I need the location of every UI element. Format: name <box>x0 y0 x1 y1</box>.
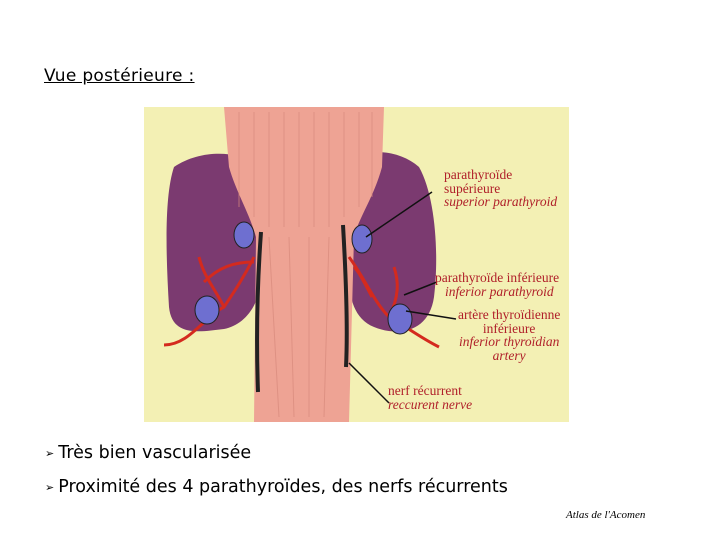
left-superior-parathyroid <box>234 222 254 248</box>
label-sup-en: superior parathyroid <box>444 194 558 209</box>
bullet-list <box>45 443 508 511</box>
bullet-text: Très bien vascularisée <box>58 443 252 463</box>
right-inferior-parathyroid <box>388 304 412 334</box>
arrow-bullet-icon: ➢ <box>45 480 55 494</box>
label-art-fr-1: artère thyroïdienne <box>458 307 561 322</box>
label-sup-fr: parathyroïde supérieure <box>444 167 513 196</box>
label-art-en-1: inferior thyroïdian <box>458 334 560 349</box>
bullet-item <box>45 477 508 497</box>
label-superior-parathyroid <box>444 168 569 209</box>
arrow-bullet-icon: ➢ <box>45 446 55 460</box>
label-inf-en: inferior parathyroid <box>445 283 554 299</box>
anatomy-figure <box>144 107 569 422</box>
bullet-item <box>45 443 508 463</box>
label-recurrent-nerve <box>388 384 472 411</box>
source-credit: Atlas de l'Acomen <box>566 509 646 521</box>
label-inf-fr: parathyroïde inférieure <box>435 270 560 285</box>
right-superior-parathyroid <box>352 225 372 253</box>
bullet-text: Proximité des 4 parathyroïdes, des nerfs récurrents <box>58 477 508 497</box>
slide-title: Vue postérieure : <box>44 66 195 86</box>
label-art-fr-2: inférieure <box>482 320 536 336</box>
left-inferior-parathyroid <box>195 296 219 324</box>
thyroid-illustration <box>144 107 569 422</box>
label-inferior-thyroid-artery <box>458 308 560 362</box>
label-inferior-parathyroid <box>435 271 559 298</box>
label-nerf-en: reccurent nerve <box>388 396 473 412</box>
label-nerf-fr: nerf récurrent <box>388 383 462 398</box>
label-art-en-2: artery <box>492 347 526 363</box>
